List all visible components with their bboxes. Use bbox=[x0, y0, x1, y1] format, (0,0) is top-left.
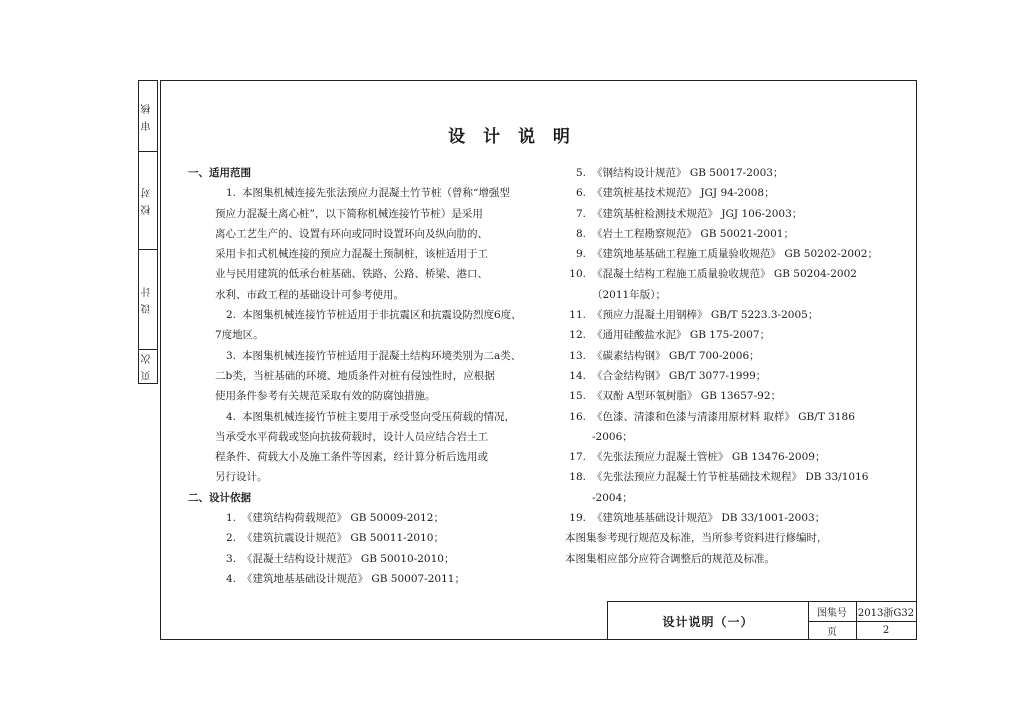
item-number: 9. bbox=[575, 248, 586, 261]
list-item bbox=[538, 183, 878, 203]
list-item bbox=[188, 407, 522, 427]
item-text: 本图集机械连接竹节桩适用于非抗震区和抗震设防烈度6度、 bbox=[242, 309, 522, 322]
item-number: 4. bbox=[225, 410, 236, 423]
list-item-continuation: 二b类，当桩基础的环境、地质条件对桩有侵蚀性时，应根据 bbox=[215, 369, 495, 382]
list-item bbox=[538, 264, 878, 284]
item-number: 19. bbox=[569, 512, 586, 525]
list-item-continuation: 使用条件参考有关规范采取有效的防腐蚀措施。 bbox=[215, 390, 436, 403]
item-text: 《混凝土结构设计规范》 GB 50010-2010； bbox=[242, 552, 455, 565]
item-text: 《碳素结构钢》 GB/T 700-2006； bbox=[592, 349, 760, 362]
page-number: 2 bbox=[882, 625, 890, 636]
item-text: 《色漆、清漆和色漆与清漆用原材料 取样》 GB/T 3186 bbox=[592, 410, 855, 423]
item-text: 《合金结构钢》 GB/T 3077-1999； bbox=[592, 369, 767, 382]
item-text: 《双酚 A型环氧树脂》 GB 13657-92； bbox=[592, 390, 782, 403]
list-item-continuation: 程条件、荷载大小及施工条件等因素，经计算分析后选用或 bbox=[215, 451, 488, 464]
item-number: 2. bbox=[225, 532, 236, 545]
list-item bbox=[538, 305, 878, 325]
list-item-continuation: -2006； bbox=[592, 430, 633, 443]
list-item bbox=[538, 163, 878, 183]
list-item bbox=[188, 508, 522, 528]
item-number: 4. bbox=[225, 572, 236, 585]
page-label: 页 bbox=[827, 627, 837, 638]
item-text: 本图集机械连接竹节桩主要用于承受竖向受压荷载的情况， bbox=[242, 410, 515, 423]
list-item bbox=[538, 508, 878, 528]
sidebar-design: 设 计 bbox=[142, 284, 153, 314]
item-number: 14. bbox=[569, 369, 586, 382]
atlas-number-value: 2013浙G32 bbox=[857, 608, 915, 619]
item-text: 《建筑桩基技术规范》 JGJ 94-2008； bbox=[592, 187, 775, 200]
item-text: 《先张法预应力混凝土管桩》 GB 13476-2009； bbox=[592, 451, 826, 464]
list-item bbox=[188, 569, 522, 589]
list-item bbox=[538, 204, 878, 224]
item-text: 《钢结构设计规范》 GB 50017-2003； bbox=[592, 167, 784, 179]
item-text: 本图集机械连接先张法预应力混凝土竹节桩（曾称“增强型 bbox=[242, 187, 510, 200]
list-item bbox=[538, 467, 878, 487]
item-number: 1. bbox=[225, 512, 236, 525]
item-number: 16. bbox=[569, 410, 586, 423]
list-item-continuation: （2011年版）； bbox=[592, 288, 666, 301]
sidebar-review: 审 核 bbox=[142, 101, 153, 131]
item-number: 3. bbox=[225, 552, 236, 565]
item-number: 15. bbox=[569, 390, 586, 403]
list-item-continuation: 离心工艺生产的、设置有环向或同时设置环向及纵向肋的、 bbox=[215, 227, 488, 240]
list-item-continuation: 业与民用建筑的低承台桩基础、铁路、公路、桥梁、港口、 bbox=[215, 268, 488, 281]
list-item-continuation: 预应力混凝土离心桩”，以下简称机械连接竹节桩）是采用 bbox=[215, 207, 483, 220]
list-item bbox=[538, 325, 878, 345]
list-item bbox=[538, 244, 878, 264]
list-item bbox=[188, 549, 522, 569]
list-item-continuation: 本图集相应部分应符合调整后的规范及标准。 bbox=[565, 552, 775, 565]
sidebar-proofread: 校 对 bbox=[142, 185, 153, 215]
list-item bbox=[538, 346, 878, 366]
item-number: 2. bbox=[225, 309, 236, 322]
item-number: 5. bbox=[575, 167, 586, 179]
item-text: 《建筑基桩检测技术规范》 JGJ 106-2003； bbox=[592, 207, 803, 220]
item-text: 《建筑结构荷载规范》 GB 50009-2012； bbox=[242, 512, 444, 525]
item-text: 《先张法预应力混凝土竹节桩基础技术规程》 DB 33/1016 bbox=[592, 471, 869, 484]
item-number: 6. bbox=[575, 187, 586, 200]
item-text: 《建筑地基基础设计规范》 GB 50007-2011； bbox=[242, 572, 465, 585]
item-number: 1. bbox=[225, 187, 236, 200]
item-text: 《建筑地基基础设计规范》 DB 33/1001-2003； bbox=[592, 512, 826, 525]
list-item-continuation: 当承受水平荷载或竖向抗拔荷载时，设计人员应结合岩土工 bbox=[215, 430, 488, 443]
item-number: 7. bbox=[575, 207, 586, 220]
list-item-continuation: 本图集参考现行规范及标准，当所参考资料进行修编时， bbox=[565, 532, 828, 545]
list-item-continuation: 另行设计。 bbox=[215, 471, 268, 484]
list-item-continuation: 7度地区。 bbox=[215, 329, 264, 342]
list-item bbox=[188, 183, 522, 203]
sidebar-page: 页 次 bbox=[142, 351, 153, 381]
list-item-continuation: 水利、市政工程的基础设计可参考使用。 bbox=[215, 288, 404, 301]
list-item-continuation: 采用卡扣式机械连接的预应力混凝土预制桩，该桩适用于工 bbox=[215, 248, 488, 261]
list-item bbox=[188, 346, 522, 366]
list-item bbox=[538, 407, 878, 427]
right-column bbox=[538, 163, 878, 569]
list-item bbox=[188, 305, 522, 325]
item-text: 《预应力混凝土用钢棒》 GB/T 5223.3-2005； bbox=[592, 309, 819, 322]
list-item-continuation: -2004； bbox=[592, 491, 633, 504]
item-number: 3. bbox=[225, 349, 236, 362]
item-text: 《通用硅酸盐水泥》 GB 175-2007； bbox=[592, 329, 771, 342]
item-number: 17. bbox=[569, 451, 586, 464]
page-title: 设 计 说 明 bbox=[448, 127, 576, 147]
list-item bbox=[188, 528, 522, 548]
item-number: 18. bbox=[569, 471, 586, 484]
list-item bbox=[538, 366, 878, 386]
item-text: 《岩土工程勘察规范》 GB 50021-2001； bbox=[592, 227, 794, 240]
drawing-name: 设计说明（一） bbox=[662, 614, 754, 629]
item-number: 13. bbox=[569, 349, 586, 362]
item-number: 12. bbox=[569, 329, 586, 342]
item-number: 11. bbox=[569, 309, 586, 322]
item-text: 《建筑抗震设计规范》 GB 50011-2010； bbox=[242, 532, 444, 545]
item-number: 8. bbox=[575, 227, 586, 240]
item-number: 10. bbox=[569, 268, 586, 281]
item-text: 《混凝土结构工程施工质量验收规范》 GB 50204-2002 bbox=[592, 268, 857, 281]
list-item bbox=[538, 386, 878, 406]
section-heading: 二、设计依据 bbox=[188, 491, 251, 504]
left-column bbox=[188, 163, 522, 589]
list-item bbox=[538, 447, 878, 467]
title-block bbox=[607, 601, 916, 639]
section-heading: 一、适用范围 bbox=[188, 167, 251, 179]
item-text: 《建筑地基基础工程施工质量验收规范》 GB 50202-2002； bbox=[592, 248, 878, 261]
item-text: 本图集机械连接竹节桩适用于混凝土结构环境类别为二a类、 bbox=[242, 349, 522, 362]
list-item bbox=[538, 224, 878, 244]
atlas-number-label: 图集号 bbox=[817, 608, 847, 619]
